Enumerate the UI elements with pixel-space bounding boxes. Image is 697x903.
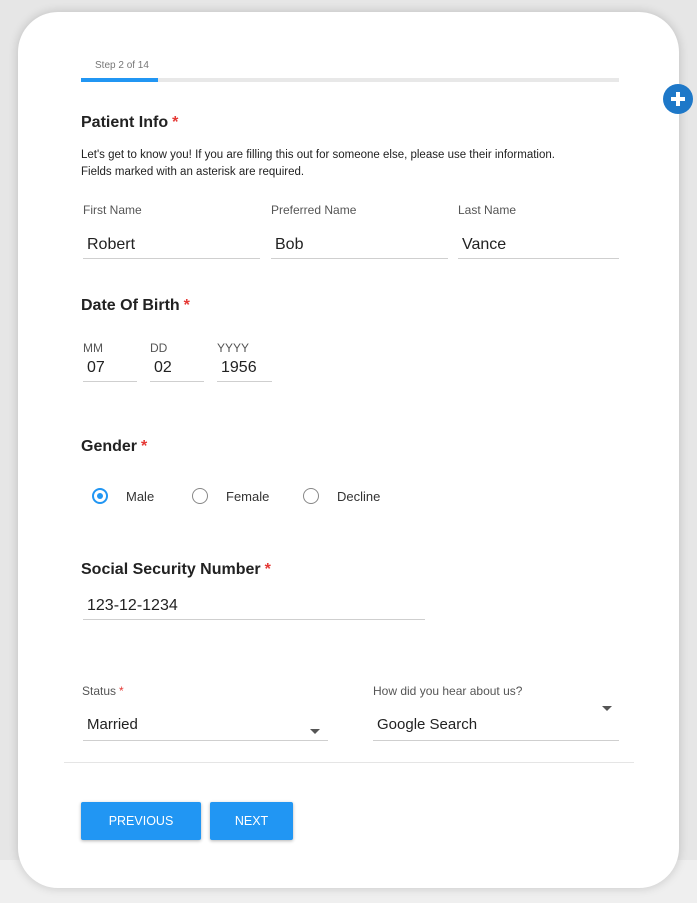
plus-circle-icon[interactable] (663, 84, 693, 114)
dob-day-field[interactable] (150, 354, 204, 382)
patient-info-title-text: Patient Info (81, 114, 169, 131)
status-label (82, 684, 124, 698)
caret-down-icon[interactable] (602, 706, 612, 711)
last-name-field[interactable] (458, 231, 619, 259)
previous-button[interactable]: PREVIOUS (81, 802, 201, 840)
gender-title-text: Gender (81, 438, 138, 455)
gender-title (81, 438, 147, 456)
dob-day-label: DD (150, 341, 168, 355)
ssn-field[interactable] (83, 592, 425, 620)
preferred-name-field[interactable] (271, 231, 448, 259)
first-name-field[interactable] (83, 231, 260, 259)
required-mark: * (119, 684, 124, 698)
first-name-label: First Name (83, 203, 142, 217)
patient-info-title (81, 114, 178, 132)
intro-line-2: Fields marked with an asterisk are required. (81, 166, 305, 178)
divider (64, 762, 634, 763)
dob-year-field[interactable] (217, 354, 272, 382)
plus-icon (669, 90, 687, 108)
intro-text (81, 147, 621, 181)
status-select[interactable] (83, 713, 328, 741)
ssn-title-text: Social Security Number (81, 561, 261, 578)
gender-option-label: Decline (337, 488, 381, 504)
step-label: Step 2 of 14 (95, 60, 149, 71)
required-mark: * (183, 297, 190, 314)
status-label-text: Status (82, 684, 117, 698)
radio-unchecked-icon (303, 488, 319, 504)
dob-title-text: Date Of Birth (81, 297, 180, 314)
caret-down-icon (310, 729, 320, 734)
dob-month-field[interactable] (83, 354, 137, 382)
referral-label: How did you hear about us? (373, 684, 523, 698)
gender-option-decline[interactable] (303, 488, 380, 504)
gender-option-label: Female (226, 488, 270, 504)
gender-option-male[interactable] (92, 488, 154, 504)
gender-option-label: Male (126, 488, 155, 504)
dob-year-label: YYYY (217, 341, 250, 355)
progress-fill (81, 78, 158, 82)
status-selected-value: Married (87, 716, 138, 733)
form-card (18, 12, 679, 888)
ssn-title (81, 561, 271, 579)
progress-bar (81, 78, 619, 82)
referral-select[interactable] (373, 713, 619, 741)
dob-title (81, 297, 190, 315)
radio-checked-icon (92, 488, 108, 504)
next-button[interactable]: NEXT (210, 802, 293, 840)
required-mark: * (264, 561, 271, 578)
dob-month-label: MM (83, 341, 103, 355)
last-name-label: Last Name (458, 203, 517, 217)
required-mark: * (172, 114, 179, 131)
required-mark: * (141, 438, 148, 455)
referral-selected-value: Google Search (377, 716, 478, 733)
radio-unchecked-icon (192, 488, 208, 504)
intro-line-1: Let's get to know you! If you are filling this out for someone else, please use their information. (81, 149, 555, 161)
gender-option-female[interactable] (192, 488, 269, 504)
preferred-name-label: Preferred Name (271, 203, 357, 217)
